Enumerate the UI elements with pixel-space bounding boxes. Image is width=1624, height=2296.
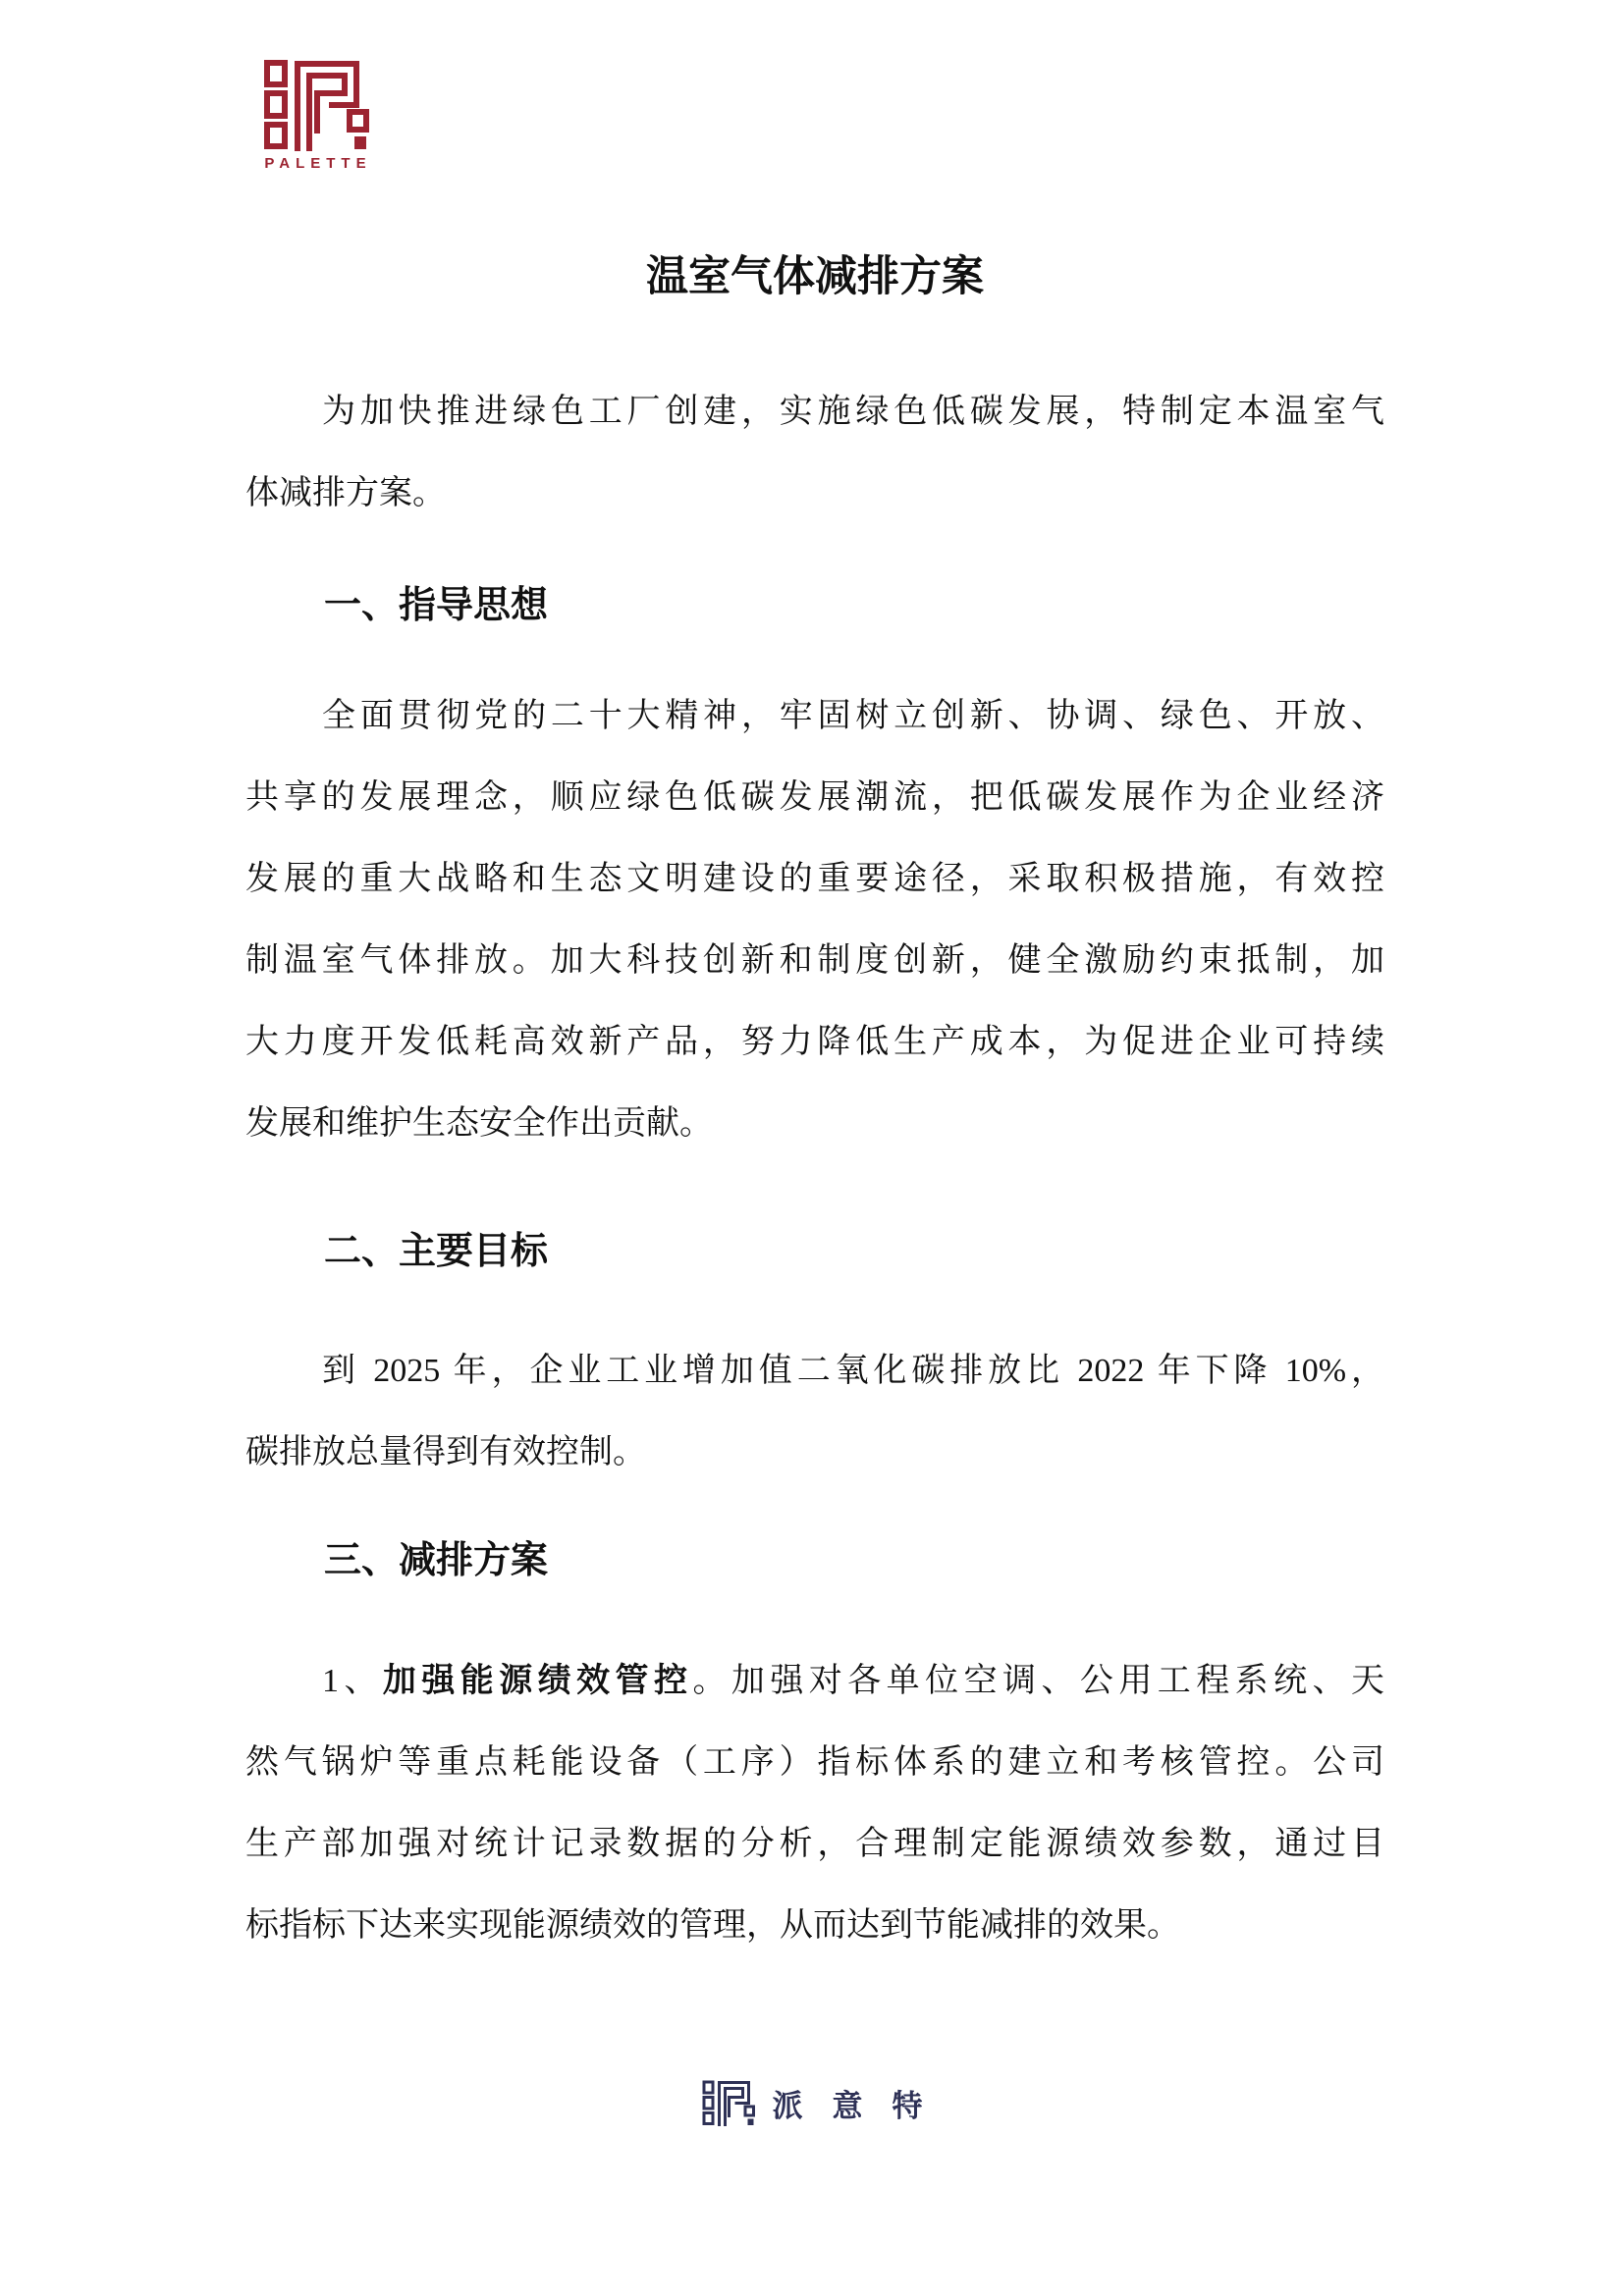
paiyite-maze-logo-icon: [702, 2079, 757, 2126]
text-line: 共享的发展理念，顺应绿色低碳发展潮流，把低碳发展作为企业经济: [245, 779, 1384, 816]
text-line: 制温室气体排放。加大科技创新和制度创新，健全激励约束抵制，加: [245, 942, 1384, 979]
text-line: 标指标下达来实现能源绩效的管理，从而达到节能减排的效果。: [245, 1907, 1180, 1944]
item-lead-bold: 加强能源绩效管控: [382, 1663, 693, 1699]
text-line: 然气锅炉等重点耗能设备（工序）指标体系的建立和考核管控。公司: [245, 1744, 1384, 1781]
document-title: 温室气体减排方案: [646, 254, 984, 300]
section-2-paragraph: [245, 1330, 1384, 1493]
text-line: [245, 1640, 1384, 1722]
text-line: 发展和维护生态安全作出贡献。: [245, 1105, 713, 1142]
text-line: 碳排放总量得到有效控制。: [245, 1434, 646, 1470]
text-line: 发展的重大战略和生态文明建设的重要途径，采取积极措施，有效控: [245, 861, 1384, 897]
section-3-heading: 三、减排方案: [324, 1540, 549, 1581]
text-line: 大力度开发低耗高效新产品，努力降低生产成本，为促进企业可持续: [245, 1024, 1384, 1060]
section-1-heading: 一、指导思想: [324, 585, 549, 626]
item-number: 1、: [322, 1663, 383, 1699]
text-line: 全面贯彻党的二十大精神，牢固树立创新、协调、绿色、开放、: [322, 698, 1384, 734]
section-1-paragraph: [245, 675, 1384, 1164]
palette-maze-logo-icon: [263, 57, 373, 151]
intro-paragraph: [245, 371, 1384, 534]
brand-wordmark: PALETTE: [264, 155, 372, 172]
document-body: [245, 250, 1384, 1966]
footer-brand: [0, 2079, 1624, 2126]
section-2-heading: 二、主要目标: [324, 1231, 549, 1272]
text-line: 到 2025 年，企业工业增加值二氧化碳排放比 2022 年下降 10%，: [322, 1353, 1384, 1389]
text-line: 为加快推进绿色工厂创建，实施绿色低碳发展，特制定本温室气: [322, 394, 1384, 430]
item-lead-rest: 。加强对各单位空调、公用工程系统、天: [692, 1663, 1384, 1699]
section-3-item-1: [245, 1640, 1384, 1966]
text-line: 生产部加强对统计记录数据的分析，合理制定能源绩效参数，通过目: [245, 1826, 1384, 1862]
text-line: 体减排方案。: [245, 475, 446, 511]
footer-wordmark: 派意特: [772, 2088, 952, 2123]
header-logo: [263, 57, 373, 172]
